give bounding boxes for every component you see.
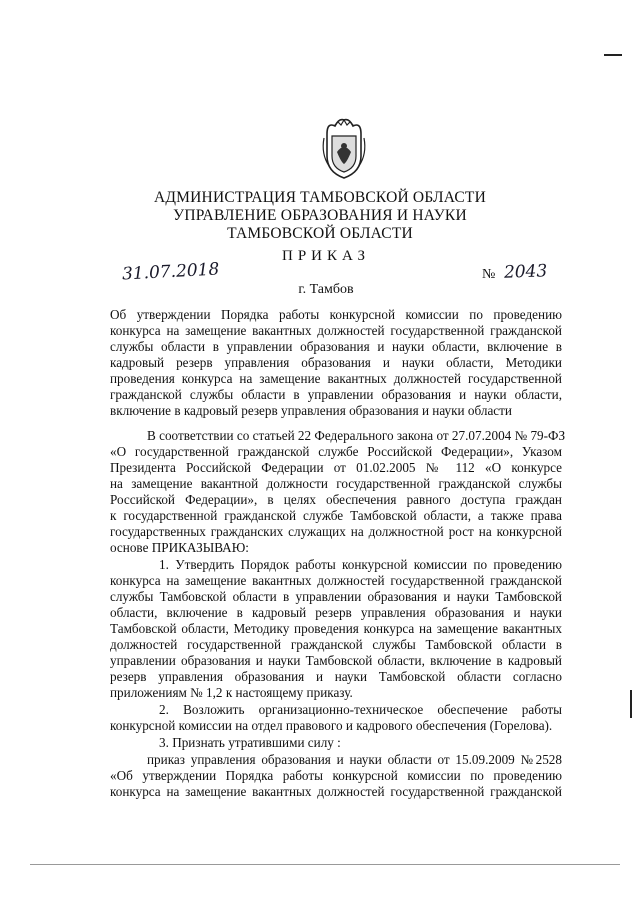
city: г. Тамбов: [298, 282, 354, 297]
item1-line: приложениям № 1,2 к настоящему приказу.: [110, 685, 353, 700]
subject-line: конкурса на замещение вакантных должностей государственной гражданской: [110, 323, 562, 338]
item2-line: 2. Возложить организационно-техническое обеспечение работы: [159, 702, 562, 717]
item3-line: конкурса на замещение вакантных должностей государственной гражданской: [110, 784, 562, 799]
item1-line: службы Тамбовской области в управлении образования и науки Тамбовской: [110, 589, 562, 604]
subject-line: гражданской службы области в управлении образования и науки области,: [110, 387, 562, 402]
item2-line: конкурсной комиссии на отдел правового и кадрового обеспечения (Горелова).: [110, 718, 553, 733]
subject-line: кадровый резерв управления образования и науки области, Методики: [110, 355, 562, 370]
subject-line: службы области в управлении образования и науки области, включение в: [110, 339, 562, 354]
item1-line: должностей государственной гражданской службы Тамбовской области в: [110, 637, 562, 652]
handwritten-date: 31.07.2018: [121, 259, 220, 285]
header-line-1: АДМИНИСТРАЦИЯ ТАМБОВСКОЙ ОБЛАСТИ: [154, 189, 486, 206]
preamble-line: государственных гражданских служащих на должностной рост на конкурсной: [110, 524, 562, 539]
preamble-line: на замещение вакантной должности государственной гражданской службы: [110, 476, 562, 491]
preamble-line: основе ПРИКАЗЫВАЮ:: [110, 540, 249, 555]
item1-line: резерв управления образования и науки Тамбовской области согласно: [110, 669, 562, 684]
scan-noise-bottom: [30, 864, 620, 865]
number-label: №: [482, 267, 496, 282]
header-line-3: ТАМБОВСКОЙ ОБЛАСТИ: [227, 225, 413, 242]
preamble-line: к государственной гражданской службе Тамбовской области, а также права: [110, 508, 562, 523]
scan-mark-top-right: [604, 54, 622, 56]
preamble-line: В соответствии со статьей 22 Федерального закона от 27.07.2004 № 79-ФЗ: [147, 428, 566, 443]
preamble-line: Президента Российской Федерации от 01.02.2005 № 112 «О конкурсе: [110, 460, 562, 475]
header-line-2: УПРАВЛЕНИЕ ОБРАЗОВАНИЯ И НАУКИ: [173, 207, 467, 224]
item1-line: области, включение в кадровый резерв управления образования и науки: [110, 605, 562, 620]
scan-mark-right: [630, 690, 632, 718]
item3-line: приказ управления образования и науки области от 15.09.2009 №2528: [147, 752, 562, 767]
item1-line: конкурса на замещение вакантных должностей государственной гражданской: [110, 573, 562, 588]
subject-line: включение в кадровый резерв управления образования и науки области: [110, 403, 512, 418]
document-type: ПРИКАЗ: [282, 248, 370, 264]
item1-line: Тамбовской области, Методику проведения конкурса на замещение вакантных: [110, 621, 562, 636]
item3-line: 3. Признать утратившими силу :: [159, 735, 341, 750]
item1-line: управлении образования и науки Тамбовской области, включение в кадровый: [110, 653, 562, 668]
handwritten-number: 2043: [503, 261, 548, 283]
coat-of-arms-icon: [319, 116, 369, 180]
item3-line: «Об утверждении Порядка работы конкурсной комиссии по проведению: [110, 768, 562, 783]
preamble-line: «О государственной гражданской службе Российской Федерации», Указом: [110, 444, 562, 459]
subject-line: проведения конкурса на замещение вакантных должностей государственной: [110, 371, 562, 386]
item1-line: 1. Утвердить Порядок работы конкурсной комиссии по проведению: [159, 557, 562, 572]
subject-line: Об утверждении Порядка работы конкурсной комиссии по проведению: [110, 307, 562, 322]
preamble-line: Российской Федерации», в целях обеспечения равного доступа граждан: [110, 492, 562, 507]
